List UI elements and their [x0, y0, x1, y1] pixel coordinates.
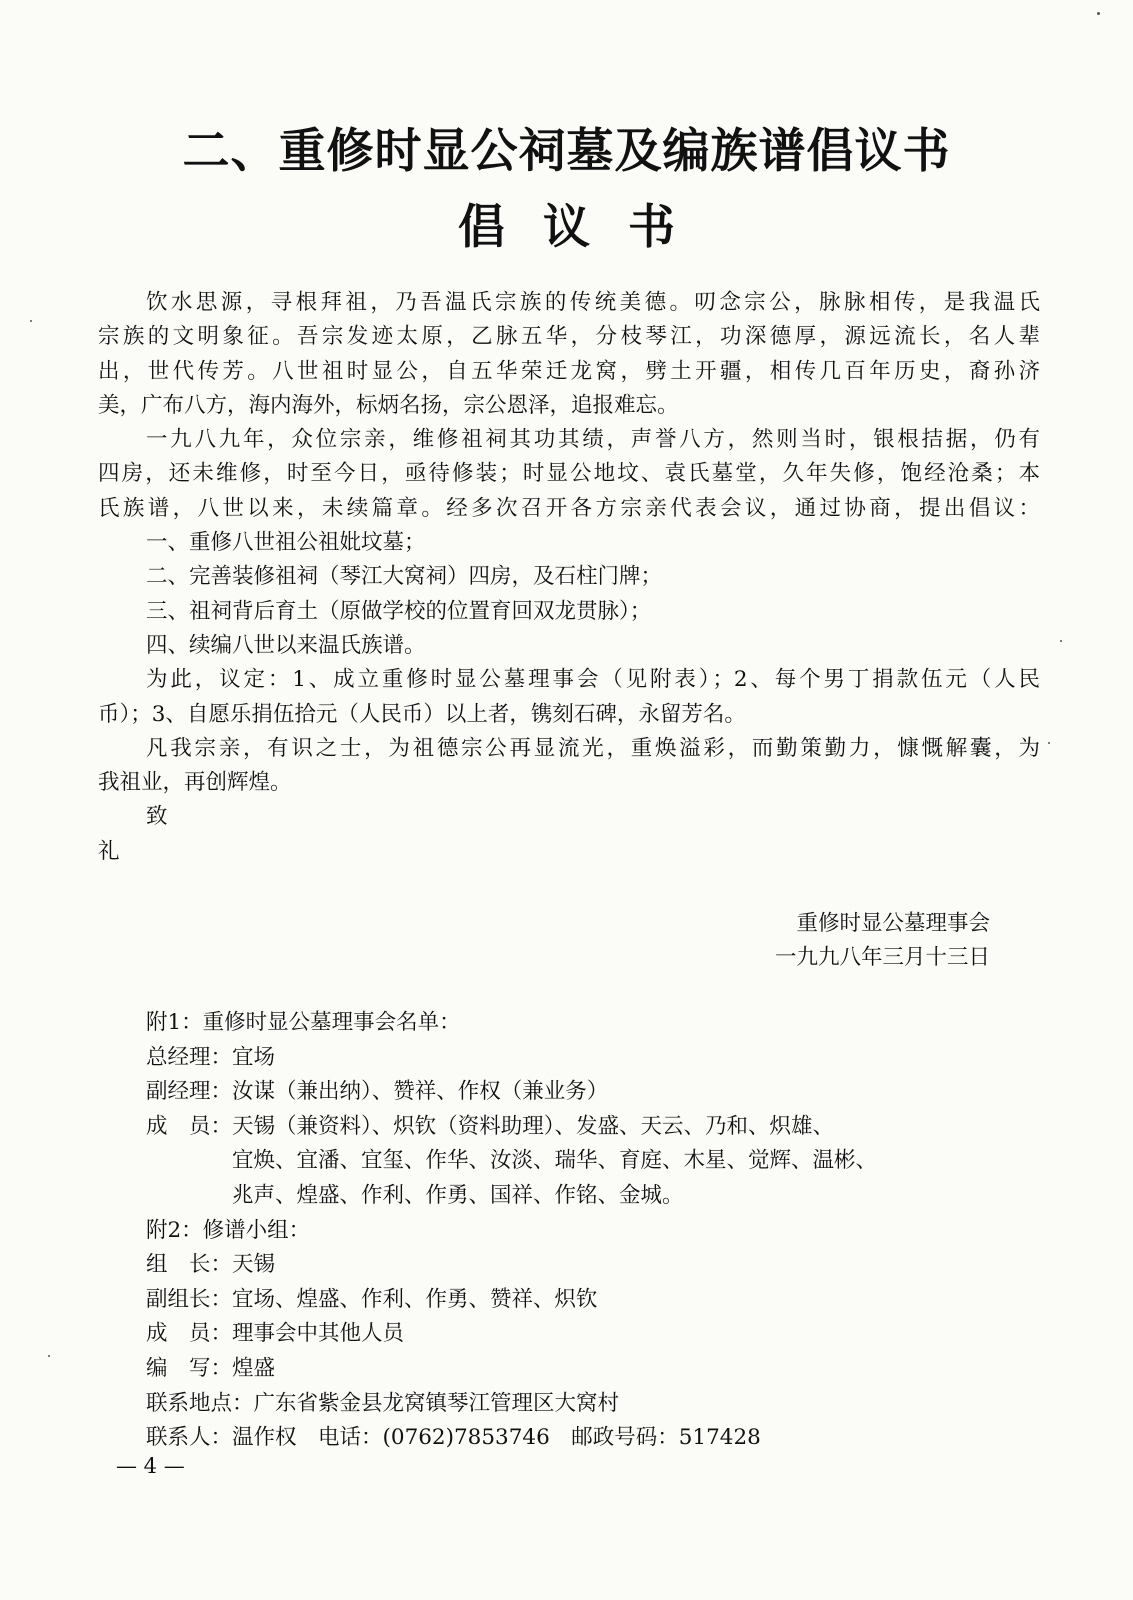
- paragraph-line: 美，广布八方，海内海外，标炳名扬，宗公恩泽，追报难忘。: [98, 392, 679, 418]
- deputy-managers: 副经理：汝谋（兼出纳）、赞祥、作权（兼业务）: [146, 1079, 609, 1105]
- signature-org: 重修时显公墓理事会: [796, 911, 990, 936]
- group-deputy: 副组长：宜场、煌盛、作利、作勇、赞祥、炽钦: [146, 1286, 598, 1312]
- paragraph-line: 币）；3、自愿乐捐伍拾元（人民币）以上者，镌刻石碑，永留芳名。: [98, 701, 746, 727]
- paragraph-line: 出，世代传芳。八世祖时显公，自五华荣迁龙窝，劈土开疆，相传几百年历史，裔孙济: [98, 358, 1040, 384]
- paragraph-line: 一九八九年，众位宗亲，维修祖祠其功其绩，声誉八方，然则当时，银根拮据，仍有: [146, 427, 1040, 453]
- members-line: 兆声、煌盛、作利、作勇、国祥、作铭、金城。: [232, 1182, 684, 1208]
- signature-date: 一九九八年三月十三日: [774, 945, 990, 970]
- members-line: 成 员：天锡（兼资料）、炽钦（资料助理）、发盛、天云、乃和、炽雄、: [146, 1113, 835, 1139]
- contact-address: 联系地点：广东省紫金县龙窝镇琴江管理区大窝村: [146, 1390, 620, 1416]
- proposal-item: 四、续编八世以来温氏族谱。: [146, 632, 426, 658]
- group-writer: 编 写：煌盛: [146, 1355, 276, 1381]
- contact-person: 联系人：温作权 电话：(0762)7853746 邮政号码：517428: [146, 1425, 761, 1451]
- paragraph-line: 四房，还未维修，时至今日，亟待修装；时显公地坟、袁氏墓堂，久年失修，饱经沧桑；本: [98, 461, 1040, 487]
- signature-block: [700, 907, 990, 975]
- page-number: — 4 —: [116, 1454, 185, 1478]
- scan-speck: [30, 320, 32, 322]
- paragraph-line: 饮水思源，寻根拜祖，乃吾温氏宗族的传统美德。叨念宗公，脉脉相传，是我温氏: [146, 290, 1040, 315]
- page-title: 二、重修时显公祠墓及编族谱倡议书: [182, 124, 951, 179]
- paragraph-line: 宗族的文明象征。吾宗发迹太原，乙脉五华，分枝琴江，功深德厚，源远流长，名人辈: [98, 324, 1040, 350]
- paragraph-line: 氏族谱，八世以来，未续篇章。经多次召开各方宗亲代表会议，通过协商，提出倡议：: [98, 495, 1040, 521]
- proposal-body: [98, 286, 1040, 869]
- paragraph-line: 我祖业，再创辉煌。: [98, 770, 292, 796]
- scan-speck: [1048, 742, 1050, 744]
- appendix-1-title: 附1：重修时显公墓理事会名单：: [146, 1010, 461, 1035]
- paragraph-line: 凡我宗亲，有识之士，为祖德宗公再显流光，重焕溢彩，而勤策勤力，慷慨解囊，为: [146, 735, 1040, 761]
- group-leader: 组 长：天锡: [146, 1252, 276, 1278]
- scan-speck: [48, 1355, 50, 1357]
- proposal-item: 一、重修八世祖公祖妣坟墓；: [146, 530, 426, 556]
- group-members: 成 员：理事会中其他人员: [146, 1321, 405, 1347]
- appendix-section: [146, 1006, 1026, 1456]
- scan-speck: [1097, 12, 1100, 15]
- general-manager: 总经理：宜场: [146, 1044, 276, 1070]
- scan-speck: [1060, 640, 1062, 642]
- closing-salutation-zhi: 致: [146, 804, 168, 830]
- proposal-item: 三、祖祠背后育土（原做学校的位置育回双龙贯脉）；: [146, 598, 652, 624]
- members-line: 宜焕、宜潘、宜玺、作华、汝淡、瑞华、育庭、木星、觉辉、温彬、: [232, 1148, 878, 1174]
- document-subtitle: 倡议书: [458, 200, 713, 255]
- appendix-2-title: 附2：修谱小组：: [146, 1217, 311, 1243]
- closing-salutation-li: 礼: [98, 838, 120, 864]
- proposal-item: 二、完善装修祖祠（琴江大窝祠）四房，及石柱门牌；: [146, 564, 663, 590]
- paragraph-line: 为此，议定：1、成立重修时显公墓理事会（见附表）；2、每个男丁捐款伍元（人民: [146, 667, 1040, 693]
